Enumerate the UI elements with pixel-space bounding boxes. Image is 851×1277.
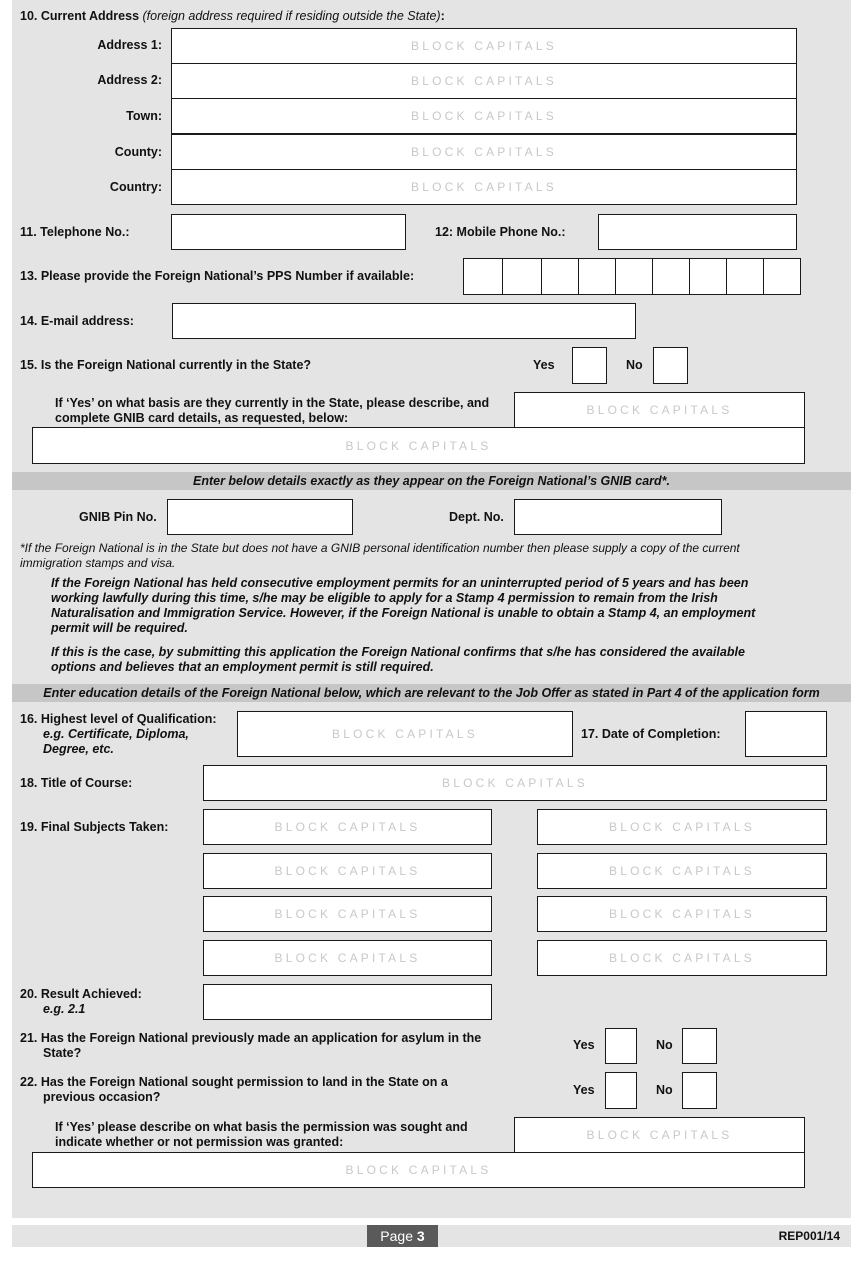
gnib-footnote-line1: *If the Foreign National is in the State but does not have a GNIB personal identification number then please supply a copy of the current bbox=[20, 541, 740, 555]
q22-followup-line2: indicate whether or not permission was granted: bbox=[55, 1135, 344, 1149]
gnib-footnote-line2: immigration stamps and visa. bbox=[20, 556, 176, 570]
completion-date-field[interactable] bbox=[745, 711, 827, 757]
address2-label: Address 2: bbox=[97, 73, 162, 87]
pps-digit-box[interactable] bbox=[463, 258, 503, 295]
subject-field-8[interactable]: BLOCK CAPITALS bbox=[537, 940, 827, 976]
course-title-field[interactable]: BLOCK CAPITALS bbox=[203, 765, 827, 801]
county-field[interactable]: BLOCK CAPITALS bbox=[171, 134, 797, 170]
q16-example-line2: Degree, etc. bbox=[43, 742, 114, 756]
stamp4-note-line3: Naturalisation and Immigration Service. However, if the Foreign National is unable to obtain a Stamp 4, an employment bbox=[51, 606, 756, 620]
subject-field-7[interactable]: BLOCK CAPITALS bbox=[203, 940, 492, 976]
q15-yes-label: Yes bbox=[533, 358, 555, 372]
mobile-field[interactable] bbox=[598, 214, 797, 250]
q15-basis-field-continued[interactable]: BLOCK CAPITALS bbox=[32, 427, 805, 464]
stamp4-note-line1: If the Foreign National has held consecutive employment permits for an uninterrupted period of 5 years and has been bbox=[51, 576, 749, 590]
q22-label-line2: previous occasion? bbox=[43, 1090, 161, 1104]
q22-basis-field[interactable]: BLOCK CAPITALS bbox=[514, 1117, 805, 1153]
page-number-tag: Page 3 bbox=[367, 1225, 438, 1247]
q15-basis-field[interactable]: BLOCK CAPITALS bbox=[514, 392, 805, 428]
q20-label: 20. Result Achieved: bbox=[20, 987, 142, 1001]
email-field[interactable] bbox=[172, 303, 636, 339]
subject-field-2[interactable]: BLOCK CAPITALS bbox=[537, 809, 827, 845]
subject-field-1[interactable]: BLOCK CAPITALS bbox=[203, 809, 492, 845]
telephone-field[interactable] bbox=[171, 214, 406, 250]
dept-no-field[interactable] bbox=[514, 499, 722, 535]
q22-basis-field-continued[interactable]: BLOCK CAPITALS bbox=[32, 1152, 805, 1188]
county-label: County: bbox=[114, 145, 162, 159]
mobile-label: 12: Mobile Phone No.: bbox=[435, 225, 566, 239]
pps-label: 13. Please provide the Foreign National’s PPS Number if available: bbox=[20, 269, 415, 283]
pps-digit-box[interactable] bbox=[615, 258, 653, 295]
email-label: 14. E-mail address: bbox=[20, 314, 134, 328]
q22-no-checkbox[interactable] bbox=[682, 1072, 717, 1109]
address2-field[interactable]: BLOCK CAPITALS bbox=[171, 63, 797, 99]
q10-heading: 10. Current Address (foreign address required if residing outside the State): bbox=[20, 9, 445, 23]
q21-yes-checkbox[interactable] bbox=[605, 1028, 637, 1064]
subject-field-4[interactable]: BLOCK CAPITALS bbox=[537, 853, 827, 889]
confirm-note-line1: If this is the case, by submitting this application the Foreign National confirms that s/he has considered the available bbox=[51, 645, 745, 659]
pps-digit-box[interactable] bbox=[541, 258, 579, 295]
q15-no-label: No bbox=[626, 358, 643, 372]
gnib-band: Enter below details exactly as they appear on the Foreign National’s GNIB card*. bbox=[12, 472, 851, 490]
q15-no-checkbox[interactable] bbox=[653, 347, 688, 384]
pps-digit-box[interactable] bbox=[652, 258, 690, 295]
q22-followup-line1: If ‘Yes’ please describe on what basis the permission was sought and bbox=[55, 1120, 468, 1134]
q22-label-line1: 22. Has the Foreign National sought permission to land in the State on a bbox=[20, 1075, 448, 1089]
subject-field-3[interactable]: BLOCK CAPITALS bbox=[203, 853, 492, 889]
stamp4-note-line4: permit will be required. bbox=[51, 621, 188, 635]
q17-label: 17. Date of Completion: bbox=[581, 727, 721, 741]
address1-field[interactable]: BLOCK CAPITALS bbox=[171, 28, 797, 64]
telephone-label: 11. Telephone No.: bbox=[20, 225, 130, 239]
q15-label: 15. Is the Foreign National currently in the State? bbox=[20, 358, 312, 372]
result-field[interactable] bbox=[203, 984, 492, 1020]
q21-yes-label: Yes bbox=[573, 1038, 595, 1052]
q22-yes-checkbox[interactable] bbox=[605, 1072, 637, 1109]
subject-field-5[interactable]: BLOCK CAPITALS bbox=[203, 896, 492, 932]
pps-digit-box[interactable] bbox=[578, 258, 616, 295]
pps-digit-box[interactable] bbox=[689, 258, 727, 295]
town-label: Town: bbox=[126, 109, 162, 123]
q21-label-line2: State? bbox=[43, 1046, 82, 1060]
country-label: Country: bbox=[109, 180, 162, 194]
pps-digit-box[interactable] bbox=[763, 258, 801, 295]
country-field[interactable]: BLOCK CAPITALS bbox=[171, 169, 797, 205]
q21-no-label: No bbox=[656, 1038, 673, 1052]
q16-example-line1: e.g. Certificate, Diploma, bbox=[43, 727, 189, 741]
gnib-pin-label: GNIB Pin No. bbox=[79, 510, 157, 524]
gnib-pin-field[interactable] bbox=[167, 499, 353, 535]
subject-field-6[interactable]: BLOCK CAPITALS bbox=[537, 896, 827, 932]
pps-digit-box[interactable] bbox=[502, 258, 542, 295]
q21-label-line1: 21. Has the Foreign National previously made an application for asylum in the bbox=[20, 1031, 482, 1045]
q15-yes-checkbox[interactable] bbox=[572, 347, 607, 384]
q20-example: e.g. 2.1 bbox=[43, 1002, 86, 1016]
q22-yes-label: Yes bbox=[573, 1083, 595, 1097]
confirm-note-line2: options and believes that an employment permit is still required. bbox=[51, 660, 434, 674]
dept-no-label: Dept. No. bbox=[449, 510, 504, 524]
q22-no-label: No bbox=[656, 1083, 673, 1097]
q21-no-checkbox[interactable] bbox=[682, 1028, 717, 1064]
q15-followup-line1: If ‘Yes’ on what basis are they currently in the State, please describe, and bbox=[55, 396, 490, 410]
address1-label: Address 1: bbox=[97, 38, 162, 52]
q15-followup-line2: complete GNIB card details, as requested, below: bbox=[55, 411, 349, 425]
education-band: Enter education details of the Foreign National below, which are relevant to the Job Offer as stated in Part 4 of the application form bbox=[12, 684, 851, 702]
stamp4-note-line2: working lawfully during this time, s/he may be eligible to apply for a Stamp 4 permission to remain from the Irish bbox=[51, 591, 718, 605]
form-code: REP001/14 bbox=[778, 1229, 840, 1243]
pps-digit-box[interactable] bbox=[726, 258, 764, 295]
qualification-field[interactable]: BLOCK CAPITALS bbox=[237, 711, 573, 757]
town-field[interactable]: BLOCK CAPITALS bbox=[171, 98, 797, 134]
q16-label: 16. Highest level of Qualification: bbox=[20, 712, 217, 726]
q19-label: 19. Final Subjects Taken: bbox=[20, 820, 169, 834]
q18-label: 18. Title of Course: bbox=[20, 776, 133, 790]
